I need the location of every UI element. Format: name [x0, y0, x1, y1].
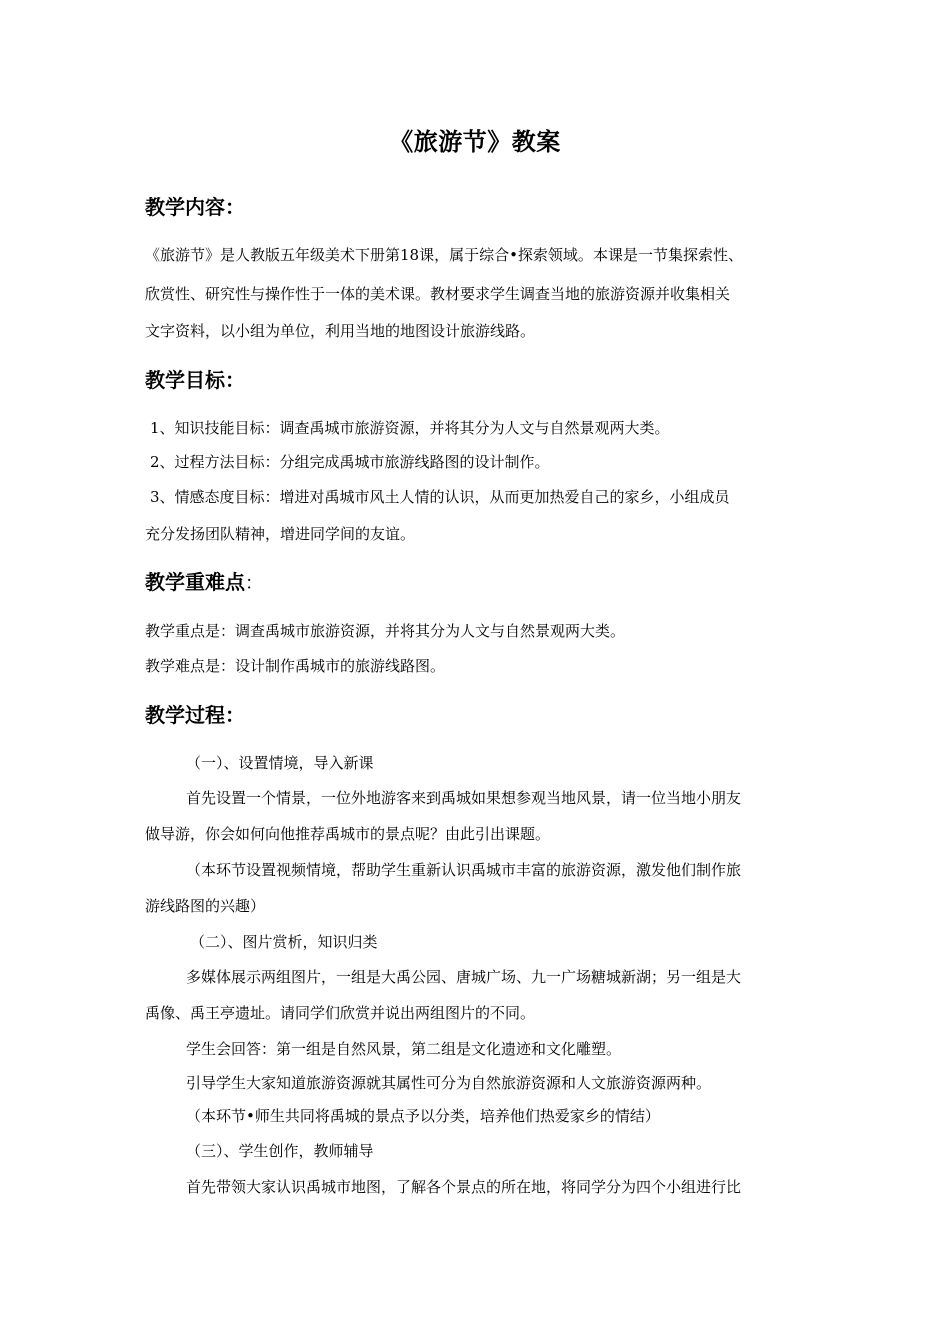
document-title: 《旅游节》教案	[389, 127, 561, 156]
process-line-9: 学生会回答：第一组是自然风景，第二组是文化遗迹和文化雕塑。	[186, 1040, 622, 1058]
process-line-12: （三）、学生创作，教师辅导	[186, 1142, 374, 1160]
content-line-1: 《旅游节》是人教版五年级美术下册第18课，属于综合•探索领域。本课是一节集探索性、	[145, 246, 743, 264]
process-line-5: 游线路图的兴趣）	[145, 897, 266, 915]
keypoint-line-2: 教学难点是：设计制作禹城市的旅游线路图。	[145, 657, 446, 675]
keypoint-line-1: 教学重点是：调查禹城市旅游资源，并将其分为人文与自然景观两大类。	[145, 622, 626, 640]
goal-line-2: 2、过程方法目标：分组完成禹城市旅游线路图的设计制作。	[150, 453, 550, 471]
process-line-8: 禹像、禹王亭遗址。请同学们欣赏并说出两组图片的不同。	[145, 1004, 536, 1022]
process-line-6: （二）、图片赏析，知识归类	[190, 933, 378, 951]
process-line-4: （本环节设置视频情境，帮助学生重新认识禹城市丰富的旅游资源，激发他们制作旅	[186, 861, 742, 879]
process-line-3: 做导游，你会如何向他推荐禹城市的景点呢？由此引出课题。	[145, 825, 551, 843]
process-line-13: 首先带领大家认识禹城市地图，了解各个景点的所在地，将同学分为四个小组进行比	[186, 1178, 742, 1196]
section-heading-keypoints	[145, 567, 263, 599]
process-line-10: 引导学生大家知道旅游资源就其属性可分为自然旅游资源和人文旅游资源两种。	[186, 1074, 712, 1092]
keypoints-heading-colon: ：	[245, 573, 263, 594]
section-heading-process: 教学过程：	[145, 703, 245, 727]
goal-line-4: 充分发扬团队精神，增进同学间的友谊。	[145, 525, 416, 543]
content-line-2: 欣赏性、研究性与操作性于一体的美术课。教材要求学生调查当地的旅游资源并收集相关	[145, 285, 731, 303]
goal-line-3: 3、情感态度目标：增进对禹城市风土人情的认识，从而更加热爱自己的家乡，小组成员	[150, 488, 730, 506]
section-heading-content: 教学内容：	[145, 195, 245, 219]
goal-line-1: 1、知识技能目标：调查禹城市旅游资源，并将其分为人文与自然景观两大类。	[150, 419, 670, 437]
keypoints-heading-text: 教学重难点	[145, 570, 245, 594]
section-heading-goals: 教学目标：	[145, 368, 245, 392]
process-line-11: （本环节•师生共同将禹城的景点予以分类，培养他们热爱家乡的情结）	[186, 1107, 660, 1125]
content-line-3: 文字资料，以小组为单位，利用当地的地图设计旅游线路。	[145, 322, 536, 340]
process-line-7: 多媒体展示两组图片，一组是大禹公园、唐城广场、九一广场糖城新湖；另一组是大	[186, 968, 742, 986]
process-line-1: （一）、设置情境，导入新课	[186, 754, 374, 772]
process-line-2: 首先设置一个情景，一位外地游客来到禹城如果想参观当地风景，请一位当地小朋友	[186, 789, 742, 807]
